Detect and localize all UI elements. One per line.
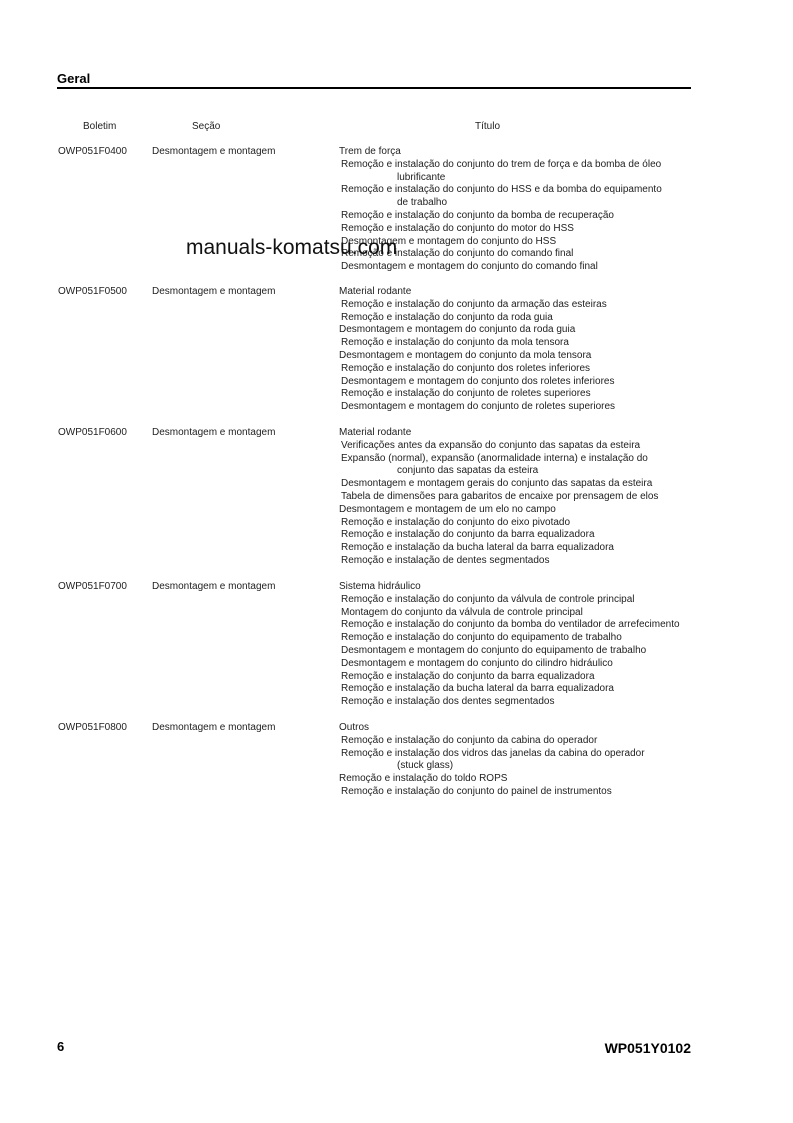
title-line: Remoção e instalação do conjunto do equipamento de trabalho <box>341 632 622 644</box>
section-name: Desmontagem e montagem <box>152 427 276 438</box>
bulletin-number: OWP051F0500 <box>58 286 127 297</box>
title-line: Remoção e instalação do conjunto da barra equalizadora <box>341 529 595 541</box>
title-line: Desmontagem e montagem do conjunto do HSS <box>341 235 557 247</box>
title-line: Remoção e instalação do conjunto do motor do HSS <box>341 222 574 234</box>
title-line: Remoção e instalação do conjunto de roletes superiores <box>341 388 591 400</box>
title-line: Material rodante <box>339 427 412 438</box>
title-list <box>339 427 699 568</box>
title-line: Desmontagem e montagem de um elo no campo <box>339 503 556 515</box>
title-line: Remoção e instalação dos dentes segmentados <box>341 696 555 708</box>
title-line: Expansão (normal), expansão (anormalidade interna) e instalação do <box>341 452 648 464</box>
title-line: Remoção e instalação dos vidros das janelas da cabina do operador <box>341 747 645 759</box>
title-line: Remoção e instalação do conjunto da mola tensora <box>341 337 569 349</box>
page-header-title: Geral <box>57 71 91 86</box>
title-line: Remoção e instalação do conjunto da bomba de recuperação <box>341 209 614 221</box>
section-name: Desmontagem e montagem <box>152 722 276 733</box>
title-line: Remoção e instalação do conjunto da armação das esteiras <box>341 298 607 310</box>
title-line: Remoção e instalação do conjunto do painel de instrumentos <box>341 785 612 797</box>
title-line: Material rodante <box>339 286 412 297</box>
title-line: Remoção e instalação do conjunto da cabina do operador <box>341 734 598 746</box>
header-rule <box>57 87 691 89</box>
bulletin-number: OWP051F0400 <box>58 146 127 157</box>
title-line: Desmontagem e montagem do conjunto do cilindro hidráulico <box>341 657 613 669</box>
title-line: Remoção e instalação do conjunto da válvula de controle principal <box>341 593 635 605</box>
title-line: (stuck glass) <box>397 760 454 772</box>
watermark: manuals-komatsu.com <box>186 236 398 259</box>
title-list <box>339 722 699 799</box>
column-header-section: Seção <box>192 121 221 132</box>
section-name: Desmontagem e montagem <box>152 146 276 157</box>
title-line: Remoção e instalação de dentes segmentados <box>341 554 550 566</box>
title-list <box>339 581 699 709</box>
title-line: de trabalho <box>397 197 448 209</box>
section-name: Desmontagem e montagem <box>152 581 276 592</box>
title-line: Desmontagem e montagem do conjunto de roletes superiores <box>341 401 616 413</box>
document-code: WP051Y0102 <box>604 1040 691 1056</box>
bulletin-number: OWP051F0600 <box>58 427 127 438</box>
column-header-bulletin: Boletim <box>83 121 117 132</box>
title-line: Remoção e instalação do conjunto do eixo pivotado <box>341 516 571 528</box>
title-line: Tabela de dimensões para gabaritos de encaixe por prensagem de elos <box>341 490 659 502</box>
title-line: Remoção e instalação do conjunto do HSS e da bomba do equipamento <box>341 184 662 196</box>
title-line: Montagem do conjunto da válvula de controle principal <box>341 606 583 618</box>
title-line: Remoção e instalação do conjunto da roda guia <box>341 311 553 323</box>
title-line: Sistema hidráulico <box>339 581 421 592</box>
section-name: Desmontagem e montagem <box>152 286 276 297</box>
page-number: 6 <box>57 1039 65 1054</box>
title-line: Remoção e instalação da bucha lateral da barra equalizadora <box>341 542 614 554</box>
title-line: Trem de força <box>339 146 401 157</box>
bulletin-number: OWP051F0700 <box>58 581 127 592</box>
title-line: Remoção e instalação do conjunto da bomba do ventilador de arrefecimento <box>341 619 680 631</box>
title-list <box>339 286 699 414</box>
title-line: Remoção e instalação da bucha lateral da barra equalizadora <box>341 683 614 695</box>
title-line: conjunto das sapatas da esteira <box>397 465 539 477</box>
title-line: Remoção e instalação do toldo ROPS <box>339 773 508 785</box>
title-line: Remoção e instalação do conjunto do trem de força e da bomba de óleo <box>341 158 662 170</box>
title-line: Desmontagem e montagem do conjunto do comando final <box>341 261 598 273</box>
title-line: Desmontagem e montagem do conjunto da roda guia <box>339 324 576 336</box>
bulletin-number: OWP051F0800 <box>58 722 127 733</box>
title-line: Verificações antes da expansão do conjunto das sapatas da esteira <box>341 439 641 451</box>
title-line: Outros <box>339 722 370 733</box>
title-line: Desmontagem e montagem do conjunto da mola tensora <box>339 349 592 361</box>
title-line: Remoção e instalação do conjunto dos roletes inferiores <box>341 362 591 374</box>
title-line: Desmontagem e montagem do conjunto dos roletes inferiores <box>341 375 615 387</box>
title-line: Desmontagem e montagem do conjunto do equipamento de trabalho <box>341 644 647 656</box>
title-line: Remoção e instalação do conjunto da barra equalizadora <box>341 670 595 682</box>
title-line: Desmontagem e montagem gerais do conjunto das sapatas da esteira <box>341 478 653 490</box>
title-line: lubrificante <box>397 171 446 183</box>
title-line: Remoção e instalação do conjunto do comando final <box>341 248 574 260</box>
column-header-title: Título <box>475 121 501 132</box>
